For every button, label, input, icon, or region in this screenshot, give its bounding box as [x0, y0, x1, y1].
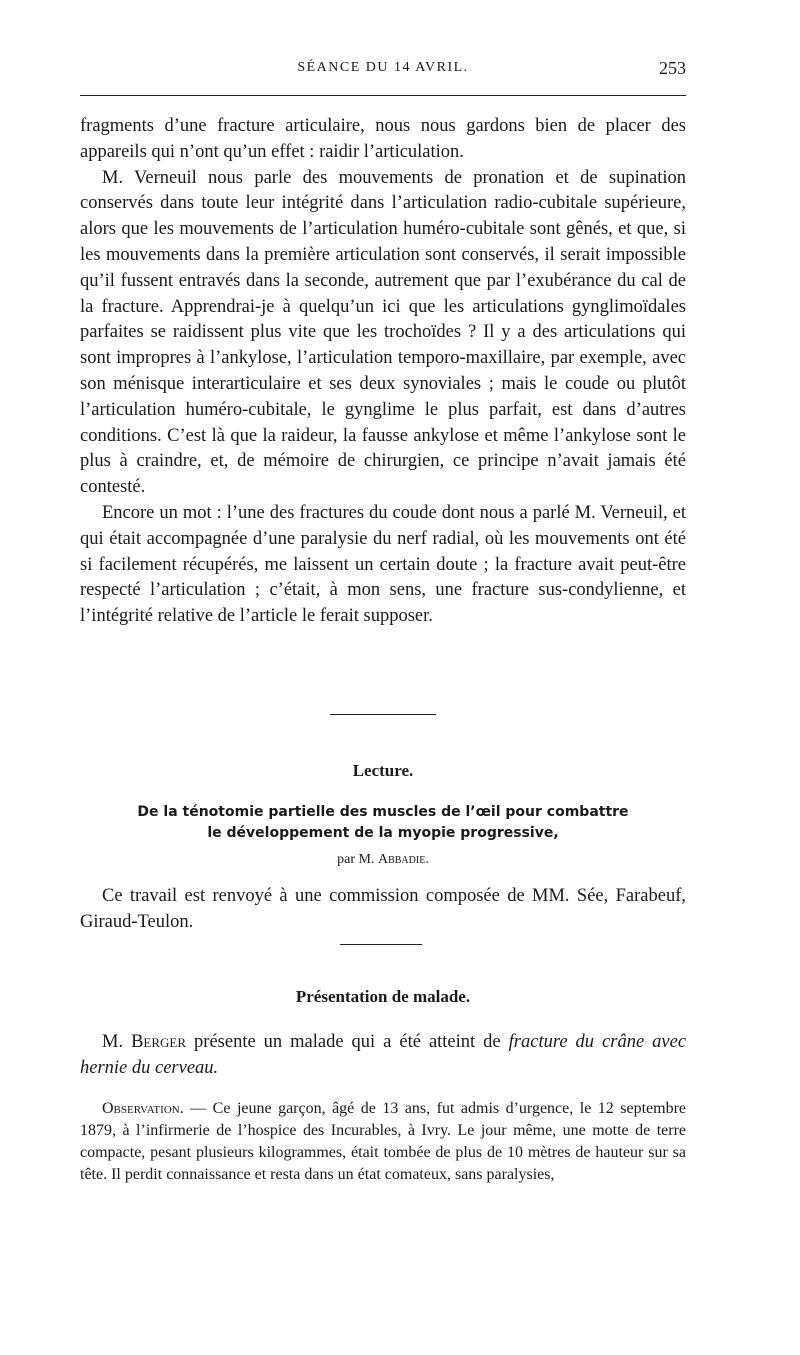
lecture-title-line-1: De la ténotomie partielle des muscles de l’œil pour combattre — [137, 804, 629, 820]
paragraph-1: fragments d’une fracture articulaire, nous nous gardons bien de placer des appareils qui n’ont qu’un effet : raidir l’articulation. — [80, 116, 686, 162]
presenter-name: Berger — [131, 1032, 187, 1052]
lecture-byline — [80, 852, 686, 868]
lecture-text: Ce travail est renvoyé à une commission composée de MM. Sée, Farabeuf, Giraud-Teulon. — [80, 886, 686, 932]
diagnosis-italic: fracture du crâne avec hernie du cerveau. — [80, 1032, 687, 1078]
paragraph-3: Encore un mot : l’une des fractures du coude dont nous a parlé M. Verneuil, et qui était accompagnée d’une paralysie du nerf radial, où les mouvements ont été si facilement récupérés, me laissent un certain doute ; la fracture avait peut-être respecté l’articulation ; c’était, à mon sens, une fracture sus-condylienne, et l’intégrité relative de l’article le ferait supposer. — [80, 502, 686, 627]
observation-block — [80, 1098, 686, 1186]
page-header — [80, 58, 686, 84]
running-head: SÉANCE DU 14 AVRIL. — [297, 60, 469, 75]
page-number: 253 — [659, 58, 686, 78]
lecture-title — [80, 802, 686, 844]
byline-prefix: par M. — [337, 852, 375, 867]
discussion-text — [80, 114, 686, 630]
lecture-title-line-2: le développement de la myopie progressive, — [207, 825, 559, 841]
presentation-heading: Présentation de malade. — [295, 987, 471, 1006]
presentation-text — [80, 1030, 686, 1082]
section-divider — [330, 714, 436, 715]
observation-text: — Ce jeune garçon, âgé de 13 ans, fut admis d’urgence, le 12 septembre 1879, à l’infirmerie de l’hospice des Incurables, à Ivry. Le jour même, une motte de terre compacte, pesant plusieurs kilogrammes, était tombée de plus de 10 mètres de hauteur sur sa tête. Il perdit connaissance et resta dans un état comateux, sans paralysies, — [80, 1100, 687, 1183]
paragraph-2: M. Verneuil nous parle des mouvements de pronation et de supination conservés dans toute leur intégrité dans l’articulation radio-cubitale supérieure, alors que les mouvements de l’articulation huméro-cubitale sont gênés, et que, si les mouvements dans la première articulation sont conservés, il serait impossible qu’il fussent entravés dans la seconde, autrement que par l’exubérance du cal de la fracture. Apprendrai-je à quelqu’un ici que les articulations gynglimoïdales parfaites se raidissent plus vite que les trochoïdes ? Il y a des articulations qui sont impropres à l’ankylose, l’articulation temporo-maxillaire, par exemple, avec son ménisque interarticulaire et ses deux synoviales ; mais le coude ou plutôt l’articulation huméro-cubitale, le gynglime le plus parfait, est dans d’autres conditions. C’est là que la raideur, la fausse ankylose et même l’ankylose sont le plus à craindre, et, de mémoire de chirurgien, ce principe n’avait jamais été contesté. — [80, 167, 686, 498]
observation-paragraph — [80, 1098, 686, 1186]
intro-text: présente un malade qui a été atteint de — [194, 1032, 501, 1052]
intro-prefix: M. — [102, 1032, 124, 1052]
byline-author: Abbadie. — [377, 852, 429, 867]
presentation-intro — [80, 1030, 686, 1082]
header-rule — [80, 95, 686, 96]
lecture-text-block — [80, 884, 686, 936]
lecture-heading: Lecture. — [352, 761, 414, 780]
section-divider-2 — [340, 944, 422, 945]
observation-label: Observation. — [102, 1100, 184, 1117]
